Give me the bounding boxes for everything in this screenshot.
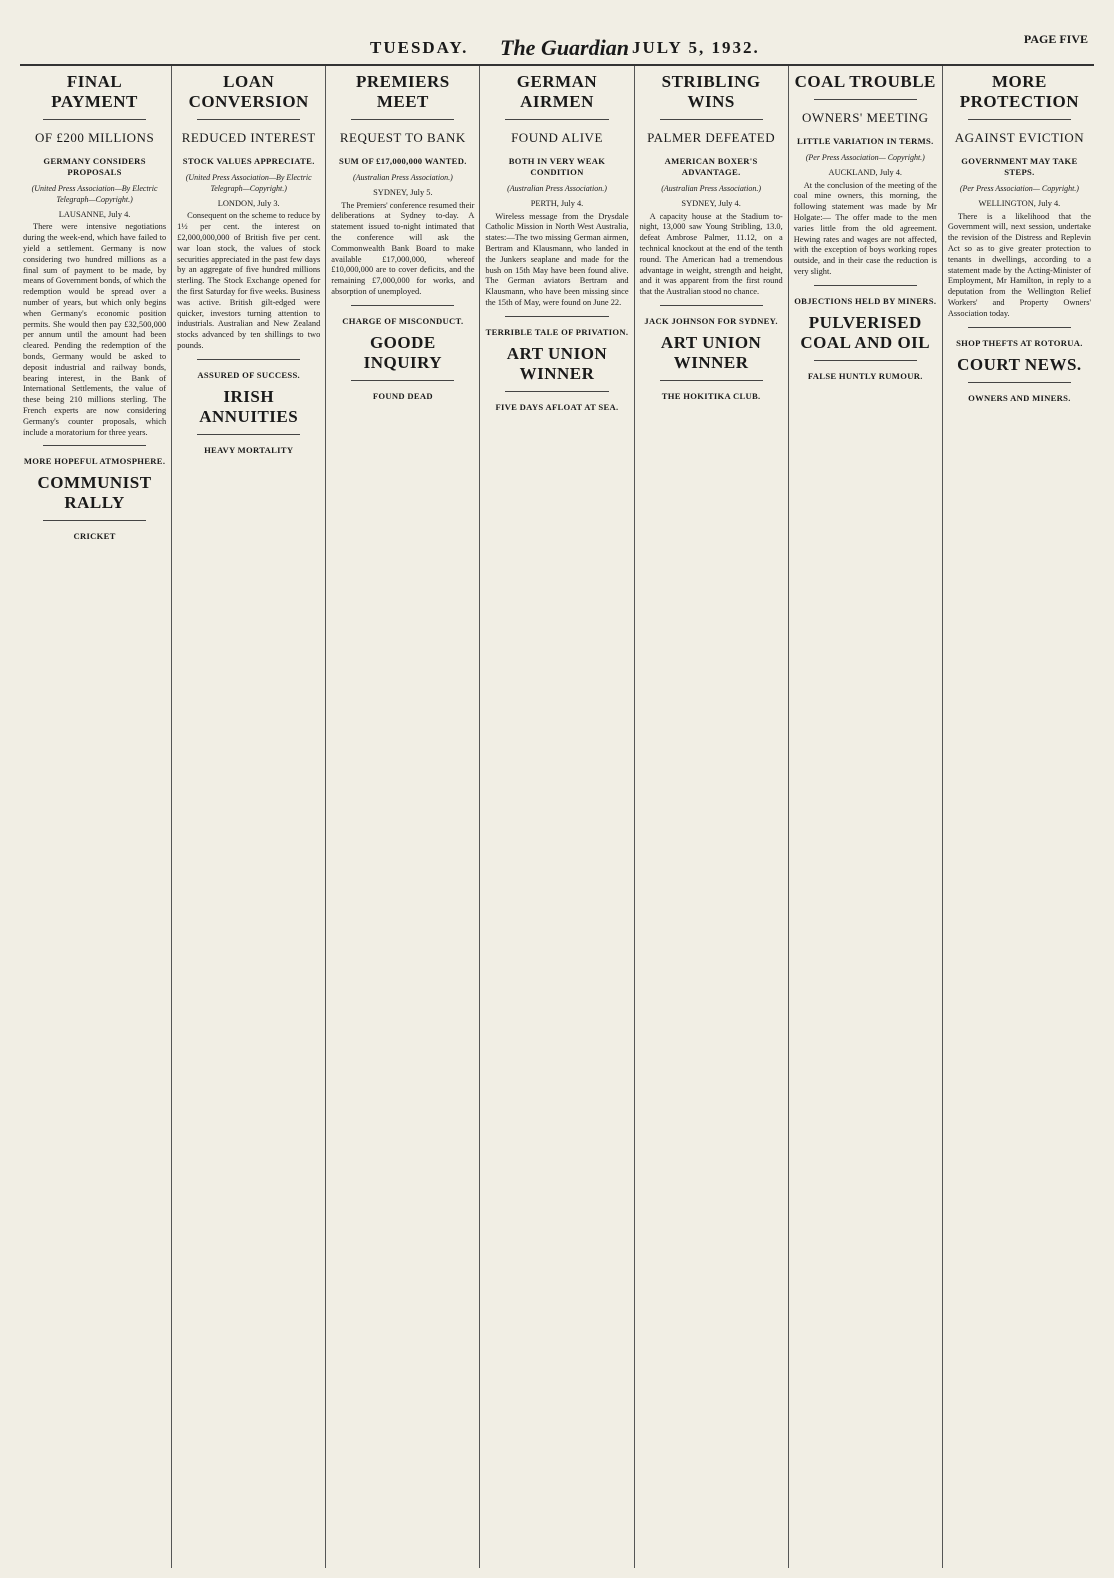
section-subheading: MORE HOPEFUL ATMOSPHERE.	[23, 456, 166, 467]
column-subheadline: AGAINST EVICTION	[954, 130, 1085, 145]
article-body: At the conclusion of the meeting of the coal mine owners, this morning, the following statement was made by Mr Holgate:— The offer made to the men varies little from the old agreement. Hewing rates and wages are not affected, with the exception of boys working ropes outside, and in their case the reduction is very slight.	[793, 180, 937, 276]
third-subheading: THE HOKITIKA CLUB.	[661, 390, 761, 401]
section-subheading: SHOP THEFTS AT ROTORUA.	[956, 337, 1083, 348]
divider	[197, 359, 300, 360]
column-headline: LOAN CONVERSION	[188, 72, 309, 111]
press-credit: (Australian Press Association.)	[661, 184, 762, 193]
second-headline: COURT NEWS.	[957, 354, 1082, 374]
column-headline: STRIBLING WINS	[661, 72, 761, 111]
column-3	[326, 66, 480, 1568]
article-body: Wireless message from the Drysdale Catholic Mission in North West Australia, states:—The two missing German airmen, Bertram and Klausmann, who landed in the Junkers seaplane and made for the bush on 15th May have been found alive. The German aviators Bertram and Klausmann, who have been missing since the 15th of May, were found on June 22.	[485, 211, 629, 307]
column-deck: GOVERNMENT MAY TAKE STEPS.	[961, 156, 1078, 177]
second-headline: COMMUNIST RALLY	[37, 473, 152, 513]
second-headline: ART UNION WINNER	[506, 343, 608, 383]
column-deck: STOCK VALUES APPRECIATE.	[182, 156, 315, 166]
section-subheading: JACK JOHNSON FOR SYDNEY.	[644, 315, 778, 326]
divider	[814, 99, 917, 100]
press-credit: (Per Press Association— Copyright.)	[959, 184, 1079, 193]
column-1	[18, 66, 172, 1568]
divider	[351, 305, 454, 306]
column-headline: PREMIERS MEET	[355, 72, 450, 111]
article-columns	[18, 66, 1096, 1568]
masthead-date: JULY 5, 1932.	[632, 38, 760, 57]
divider	[505, 119, 608, 120]
divider	[43, 520, 146, 521]
column-headline: COAL TROUBLE	[794, 72, 936, 91]
press-credit: (Per Press Association— Copyright.)	[805, 153, 925, 162]
section-subheading: TERRIBLE TALE OF PRIVATION.	[485, 326, 629, 337]
dateline: AUCKLAND, July 4.	[828, 167, 903, 177]
dateline: LONDON, July 3.	[217, 198, 280, 208]
second-headline: GOODE INQUIRY	[363, 332, 443, 372]
third-subheading: FALSE HUNTLY RUMOUR.	[807, 370, 923, 381]
third-subheading: OWNERS AND MINERS.	[968, 392, 1071, 403]
third-subheading: HEAVY MORTALITY	[204, 444, 294, 455]
second-headline: PULVERISED COAL AND OIL	[800, 312, 931, 352]
divider	[968, 119, 1071, 120]
divider	[43, 445, 146, 446]
column-subheadline: OWNERS' MEETING	[802, 110, 929, 125]
press-credit: (Australian Press Association.)	[507, 184, 607, 193]
column-deck: SUM OF £17,000,000 WANTED.	[339, 156, 467, 166]
column-deck: AMERICAN BOXER'S ADVANTAGE.	[664, 156, 758, 177]
column-subheadline: REQUEST TO BANK	[339, 130, 466, 145]
press-credit: (United Press Association—By Electric Telegraph—Copyright.)	[185, 173, 312, 193]
divider	[660, 380, 763, 381]
column-subheadline: FOUND ALIVE	[511, 130, 603, 145]
column-deck: LITTLE VARIATION IN TERMS.	[796, 136, 934, 146]
third-subheading: FIVE DAYS AFLOAT AT SEA.	[495, 401, 619, 412]
divider	[197, 119, 300, 120]
column-subheadline: PALMER DEFEATED	[647, 130, 776, 145]
column-5	[635, 66, 789, 1568]
masthead	[20, 30, 1094, 66]
article-body: Consequent on the scheme to reduce by 1½ per cent. the interest on £2,000,000,000 of British five per cent. war loan stock, the values of stock securities appreciated in the past few days by an aggregate of five hundred millions sterling. The Stock Exchange opened for the first Saturday for five weeks. Business was active. British gilt-edged were quicker, investors turning attention to industrials. Australian and New Zealand stocks advanced by ten shillings to two pounds.	[177, 211, 321, 350]
divider	[968, 327, 1071, 328]
column-subheadline: OF £200 MILLIONS	[34, 130, 155, 145]
dateline: LAUSANNE, July 4.	[58, 209, 131, 219]
article-body: A capacity house at the Stadium to-night, 13,000 saw Young Stribling, 13.0, defeat Ambrose Palmer, 11.12, on a technical knockout at the end of the tenth round. The American had a tremendous advantage in weight, strength and height, and it was apparent from the first round that the Australian stood no chance.	[639, 211, 783, 297]
section-subheading: ASSURED OF SUCCESS.	[197, 369, 300, 380]
press-credit: (Australian Press Association.)	[352, 173, 453, 182]
divider	[351, 119, 454, 120]
masthead-title: The Guardian	[500, 35, 629, 60]
divider	[660, 119, 763, 120]
column-headline: FINAL PAYMENT	[51, 72, 138, 111]
press-credit: (United Press Association—By Electric Telegraph—Copyright.)	[31, 184, 158, 204]
article-body: There were intensive negotiations during the week-end, which have failed to yield a settlement. Germany is now considering two hundred millions as a final sum of payment to be made, by means of Government bonds, of which the redemption would be spread over a number of years, but which only begins when Germany's economic position permits. She would then pay £32,500,000 per annum until the amount had been cleared. Pending the redemption of the bonds, Germany would be asked to deposit industrial and railway bonds, bearing interest, in the Bank of International Settlements, the value of these being 210 millions sterling. The French experts are now considering Germany's counter proposals, which include a moratorium for three years.	[23, 222, 167, 437]
section-subheading: CHARGE OF MISCONDUCT.	[342, 315, 464, 326]
third-subheading: CRICKET	[73, 531, 116, 542]
column-subheadline: REDUCED INTEREST	[181, 130, 316, 145]
column-headline: MORE PROTECTION	[959, 72, 1080, 111]
second-headline: ART UNION WINNER	[660, 332, 762, 372]
divider	[814, 360, 917, 361]
divider	[197, 434, 300, 435]
divider	[505, 391, 608, 392]
masthead-day: TUESDAY.	[370, 38, 469, 57]
column-6	[789, 66, 943, 1568]
divider	[968, 382, 1071, 383]
dateline: SYDNEY, July 5.	[373, 187, 433, 197]
divider	[814, 285, 917, 286]
divider	[43, 119, 146, 120]
dateline: SYDNEY, July 4.	[681, 198, 741, 208]
column-4	[480, 66, 634, 1568]
article-body: There is a likelihood that the Government will, next session, undertake the revision of the Distress and Replevin Act so as to give greater protection to tenants in dwellings, according to a statement made by the Acting-Minister of Employment, Mr Hamilton, in reply to a deputation from the Wellington Relief Workers' and Property Owners' Association today.	[947, 211, 1091, 318]
third-subheading: FOUND DEAD	[372, 390, 433, 401]
dateline: WELLINGTON, July 4.	[978, 198, 1061, 208]
masthead-page: PAGE FIVE	[1023, 32, 1088, 46]
divider	[351, 380, 454, 381]
divider	[660, 305, 763, 306]
column-7	[943, 66, 1096, 1568]
dateline: PERTH, July 4.	[530, 198, 584, 208]
column-deck: GERMANY CONSIDERS PROPOSALS	[43, 156, 146, 177]
column-2	[172, 66, 326, 1568]
article-body: The Premiers' conference resumed their deliberations at Sydney to-day. A statement issued to-night intimated that the conference will ask the Commonwealth Bank Board to make available £17,000,000, whereof £10,000,000 are to cover deficits, and the remaining £7,000,000 for works, and absorption of unemployed.	[331, 200, 475, 296]
divider	[505, 316, 608, 317]
second-headline: IRISH ANNUITIES	[199, 386, 299, 426]
column-headline: GERMAN AIRMEN	[516, 72, 598, 111]
column-deck: BOTH IN VERY WEAK CONDITION	[508, 156, 606, 177]
section-subheading: OBJECTIONS HELD BY MINERS.	[794, 295, 937, 306]
